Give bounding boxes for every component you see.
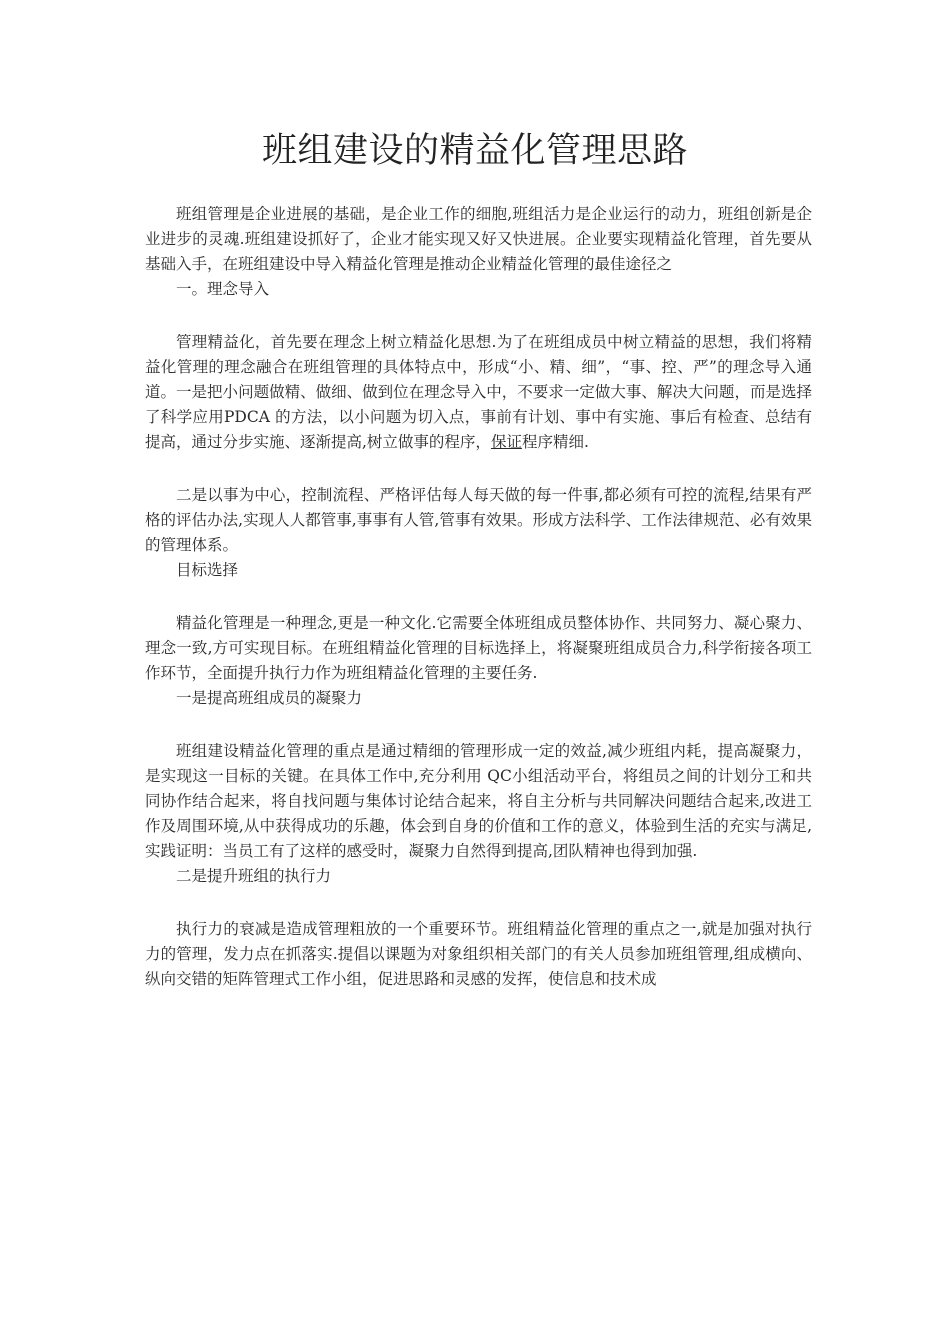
paragraph-goals: 精益化管理是一种理念,更是一种文化.它需要全体班组成员整体协作、共同努力、凝心聚力、理念一致,方可实现目标。在班组精益化管理的目标选择上，将凝聚班组成员合力,科学衔接各项工作环节，全面提升执行力作为班组精益化管理的主要任务. [145, 614, 812, 682]
section-heading-concept: 一。理念导入 [176, 280, 270, 298]
document-body [145, 202, 812, 992]
document-title: 班组建设的精益化管理思路 [261, 131, 688, 171]
paragraph-execution: 执行力的衰减是造成管理粗放的一个重要环节。班组精益化管理的重点之一,就是加强对执行力的管理，发力点在抓落实.提倡以课题为对象组织相关部门的有关人员参加班组管理,组成横向、纵向交错的矩阵管理式工作小组，促进思路和灵感的发挥，使信息和技术成 [145, 920, 812, 988]
paragraph-intro: 班组管理是企业进展的基础，是企业工作的细胞,班组活力是企业运行的动力，班组创新是企业进步的灵魂.班组建设抓好了，企业才能实现又好又快进展。企业要实现精益化管理，首先要从基础入手，在班组建设中导入精益化管理是推动企业精益化管理的最佳途径之 [145, 205, 812, 273]
section-heading-execution: 二是提升班组的执行力 [176, 867, 332, 885]
paragraph-cohesion: 班组建设精益化管理的重点是通过精细的管理形成一定的效益,减少班组内耗，提高凝聚力，是实现这一目标的关键。在具体工作中,充分利用 QC小组活动平台，将组员之间的计划分工和共同协作结合起来，将自找问题与集体讨论结合起来，将自主分析与共同解决问题结合起来,改进工作及周围环境,从中获得成功的乐趣，体会到自身的价值和工作的意义，体验到生活的充实与满足,实践证明：当员工有了这样的感受时，凝聚力自然得到提高,团队精神也得到加强. [145, 742, 812, 860]
section-heading-cohesion: 一是提高班组成员的凝聚力 [176, 689, 363, 707]
paragraph-concept-text: 管理精益化，首先要在理念上树立精益化思想.为了在班组成员中树立精益的思想，我们将精益化管理的理念融合在班组管理的具体特点中，形成“小、精、细”，“事、控、严”的理念导入通道。一是把小问题做精、做细、做到位在理念导入中，不要求一定做大事、解决大问题，而是选择了科学应用PDCA 的方法，以小问题为切入点，事前有计划、事中有实施、事后有检查、总结有提高，通过分步实施、逐渐提高,树立做事的程序， [145, 333, 812, 451]
guarantee-link[interactable]: 保证 [490, 433, 522, 451]
section-heading-goals: 目标选择 [176, 561, 239, 579]
paragraph-concept-end: 程序精细. [521, 433, 589, 451]
paragraph-concept [145, 330, 812, 455]
paragraph-process-control: 二是以事为中心，控制流程、严格评估每人每天做的每一件事,都必须有可控的流程,结果有严格的评估办法,实现人人都管事,事事有人管,管事有效果。形成方法科学、工作法律规范、必有效果的管理体系。 [145, 486, 812, 554]
